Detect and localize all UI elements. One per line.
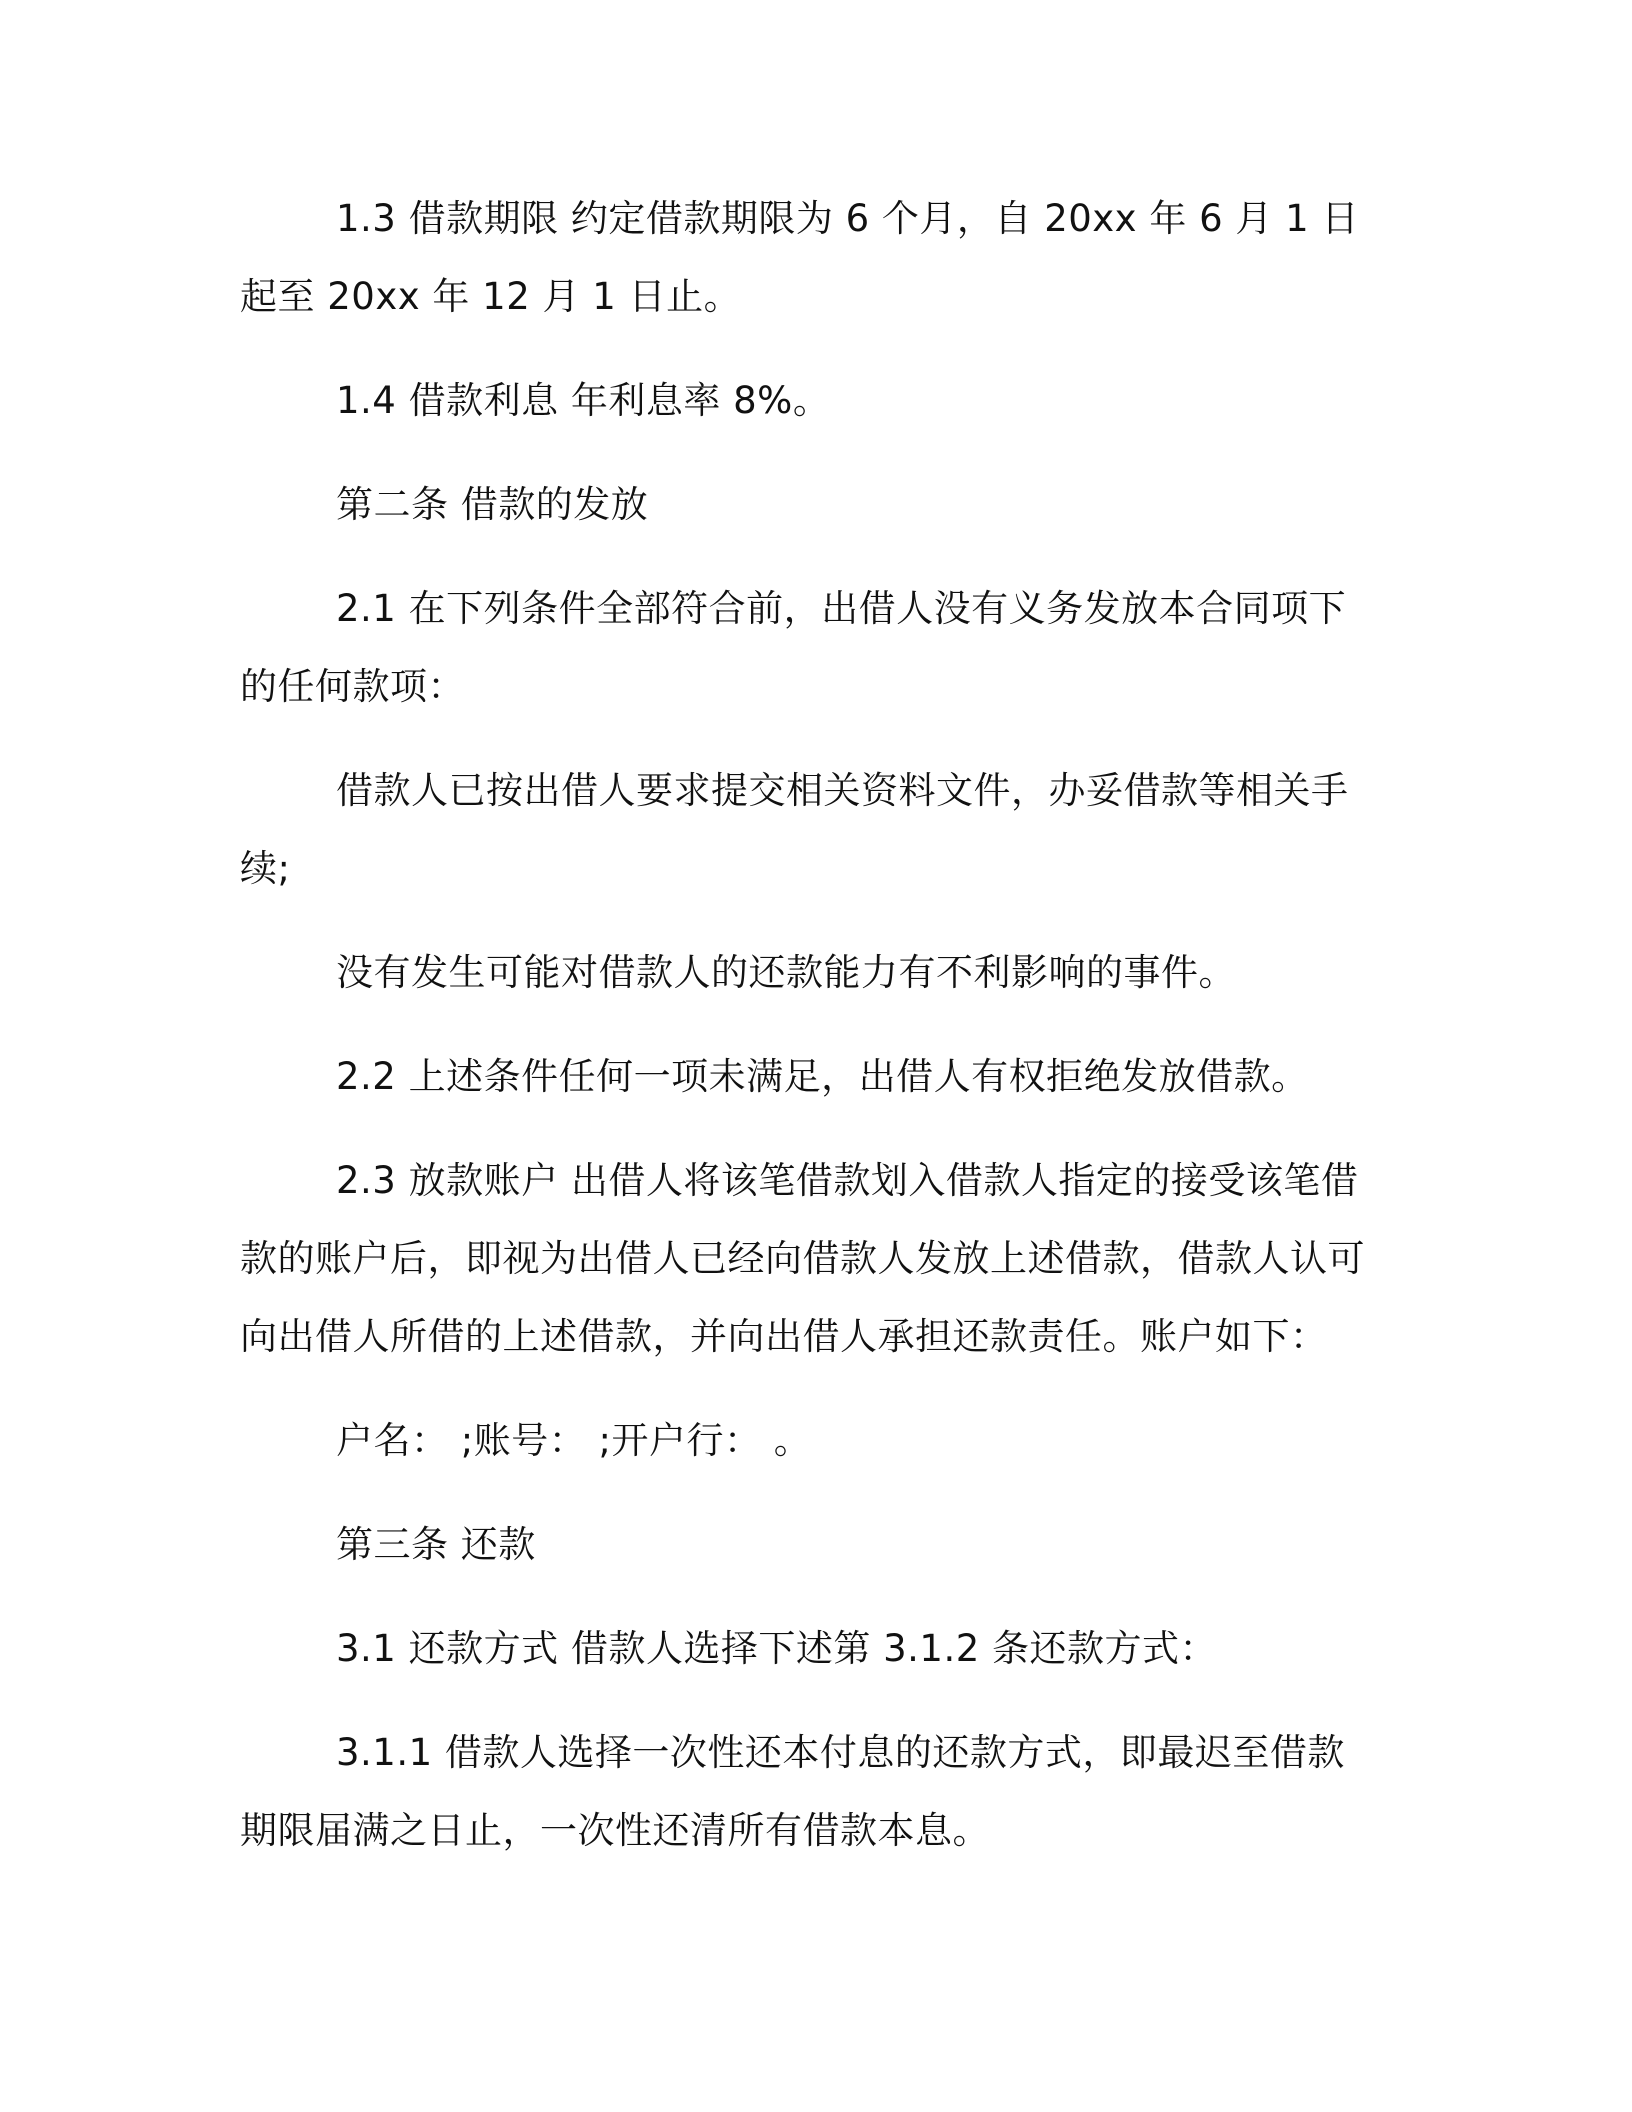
document-body <box>240 180 1380 1870</box>
clause-2-3-disbursement-account: 2.3 放款账户 出借人将该笔借款划入借款人指定的接受该笔借款的账户后，即视为出借人已经向借款人发放上述借款，借款人认可向出借人所借的上述借款，并向出借人承担还款责任。账户如下： <box>240 1159 1365 1358</box>
account-details-line: 户名： ;账号： ;开户行： 。 <box>336 1419 812 1462</box>
clause-3-1-repayment-method: 3.1 还款方式 借款人选择下述第 3.1.2 条还款方式： <box>336 1627 1218 1670</box>
clause-1-4-loan-interest: 1.4 借款利息 年利息率 8%。 <box>336 379 831 422</box>
clause-3-1-1: 3.1.1 借款人选择一次性还本付息的还款方式，即最迟至借款期限届满之日止，一次性还清所有借款本息。 <box>240 1731 1345 1852</box>
condition-item-1: 借款人已按出借人要求提交相关资料文件，办妥借款等相关手续; <box>240 769 1349 890</box>
clause-1-3-loan-term: 1.3 借款期限 约定借款期限为 6 个月，自 20xx 年 6 月 1 日起至 20xx 年 12 月 1 日止。 <box>240 197 1359 318</box>
article-3-heading: 第三条 还款 <box>336 1523 536 1566</box>
condition-item-2: 没有发生可能对借款人的还款能力有不利影响的事件。 <box>336 951 1236 994</box>
article-2-heading: 第二条 借款的发放 <box>336 483 649 526</box>
clause-2-1: 2.1 在下列条件全部符合前，出借人没有义务发放本合同项下的任何款项： <box>240 587 1347 708</box>
clause-2-2: 2.2 上述条件任何一项未满足，出借人有权拒绝发放借款。 <box>336 1055 1309 1098</box>
